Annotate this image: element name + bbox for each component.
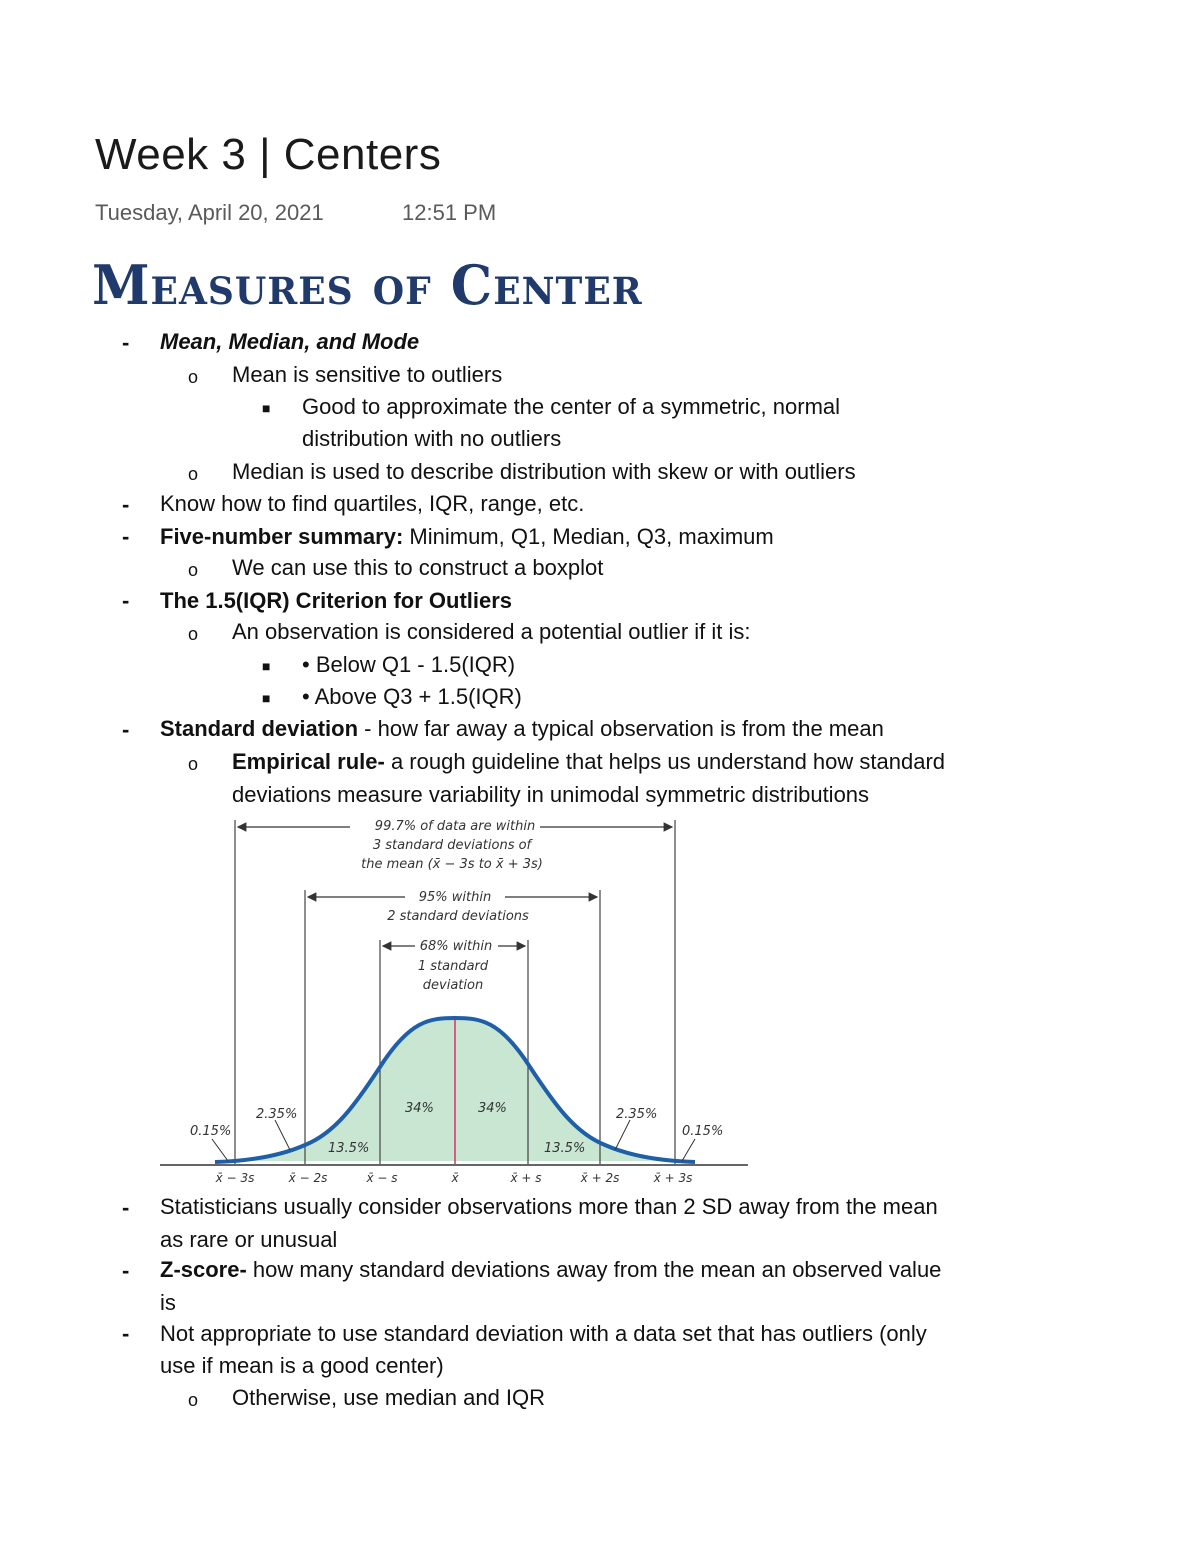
note-z-score [160, 1256, 941, 1284]
tick-label: x̄ + 3s [653, 1171, 693, 1185]
circle-bullet: o [188, 624, 199, 644]
circle-bullet: o [188, 754, 199, 774]
pointer-235-right [615, 1120, 630, 1150]
dash-bullet: - [122, 1321, 130, 1346]
label-997-3: the mean (x̄ − 3s to x̄ + 3s) [361, 857, 543, 872]
square-bullet: ■ [262, 690, 271, 706]
note-otherwise: Otherwise, use median and IQR [232, 1385, 546, 1410]
tick-label: x̄ + 2s [580, 1171, 620, 1185]
pct-235-left: 2.35% [256, 1107, 298, 1122]
note-z-score-2: is [160, 1290, 176, 1315]
dash-bullet: - [122, 330, 130, 355]
five-number-label: Five-number summary: [160, 524, 404, 549]
note-not-appropriate-1: Not appropriate to use standard deviation with a data set that has outliers (only [160, 1321, 927, 1346]
page-time: 12:51 PM [402, 200, 497, 225]
pct-135-left: 13.5% [328, 1141, 370, 1156]
pct-34-left: 34% [405, 1101, 434, 1116]
label-68-3: deviation [422, 978, 484, 993]
note-mean-outliers: Mean is sensitive to outliers [232, 362, 503, 387]
note-quartiles: Know how to find quartiles, IQR, range, etc. [160, 491, 585, 516]
label-95-1: 95% within [418, 890, 492, 905]
dash-bullet: - [122, 1258, 130, 1283]
label-68-1: 68% within [419, 939, 493, 954]
tick-label: x̄ − 3s [215, 1171, 255, 1185]
circle-bullet: o [188, 1390, 199, 1410]
note-observation: An observation is considered a potential outlier if it is: [232, 619, 751, 644]
label-997-2: 3 standard deviations of [372, 838, 532, 853]
empirical-text: a rough guideline that helps us understand how standard [384, 749, 946, 774]
tick-label: x̄ − 2s [288, 1171, 328, 1185]
tick-label: x̄ + s [510, 1171, 542, 1185]
dash-bullet: - [122, 717, 130, 742]
label-68-2: 1 standard [417, 959, 489, 974]
note-empirical-2: deviations measure variability in unimodal symmetric distributions [232, 782, 870, 807]
note-empirical-rule [232, 748, 945, 776]
pct-135-right: 13.5% [544, 1141, 586, 1156]
note-standard-deviation [160, 715, 884, 743]
square-bullet: ■ [262, 658, 271, 674]
pct-015-right: 0.15% [682, 1124, 724, 1139]
dash-bullet: - [122, 524, 130, 549]
label-997-1: 99.7% of data are within [374, 819, 536, 834]
note-not-appropriate-2: use if mean is a good center) [160, 1353, 444, 1378]
tick-label: x̄ − s [366, 1171, 398, 1185]
pct-015-left: 0.15% [190, 1124, 232, 1139]
z-score-text: how many standard deviations away from the mean an observed value [246, 1257, 942, 1282]
note-statisticians-2: as rare or unusual [160, 1227, 338, 1252]
circle-bullet: o [188, 560, 199, 580]
pointer-015-right [682, 1139, 695, 1161]
note-criterion: The 1.5(IQR) Criterion for Outliers [160, 588, 513, 613]
note-median-skew: Median is used to describe distribution with skew or with outliers [232, 459, 856, 484]
sd-text: - how far away a typical observation is from the mean [358, 716, 884, 741]
note-below: • Below Q1 - 1.5(IQR) [302, 652, 516, 677]
dash-bullet: - [122, 1195, 130, 1220]
note-statisticians-1: Statisticians usually consider observations more than 2 SD away from the mean [160, 1194, 938, 1219]
dash-bullet: - [122, 492, 130, 517]
note-boxplot: We can use this to construct a boxplot [232, 555, 604, 580]
note-good-approx-2: distribution with no outliers [302, 426, 562, 451]
five-number-text: Minimum, Q1, Median, Q3, maximum [403, 524, 774, 549]
circle-bullet: o [188, 464, 199, 484]
pointer-015-left [212, 1139, 228, 1161]
label-95-2: 2 standard deviations [387, 909, 529, 924]
empirical-rule-diagram [160, 815, 750, 1195]
page-date: Tuesday, April 20, 2021 [95, 200, 324, 225]
tick-label: x̄ [451, 1171, 459, 1185]
square-bullet: ■ [262, 400, 271, 416]
pct-34-right: 34% [478, 1101, 507, 1116]
z-score-label: Z-score- [160, 1257, 247, 1282]
circle-bullet: o [188, 367, 199, 387]
note-mean-median-mode: Mean, Median, and Mode [160, 329, 420, 354]
note-good-approx-1: Good to approximate the center of a symmetric, normal [302, 394, 841, 419]
pointer-235-left [275, 1120, 290, 1150]
note-five-number [160, 523, 774, 551]
pct-235-right: 2.35% [616, 1107, 658, 1122]
section-heading: Measures of Center [92, 253, 643, 318]
empirical-label: Empirical rule- [232, 749, 385, 774]
dash-bullet: - [122, 588, 130, 613]
note-above: • Above Q3 + 1.5(IQR) [302, 684, 522, 709]
page-title: Week 3 | Centers [95, 130, 442, 179]
sd-label: Standard deviation [160, 716, 359, 741]
